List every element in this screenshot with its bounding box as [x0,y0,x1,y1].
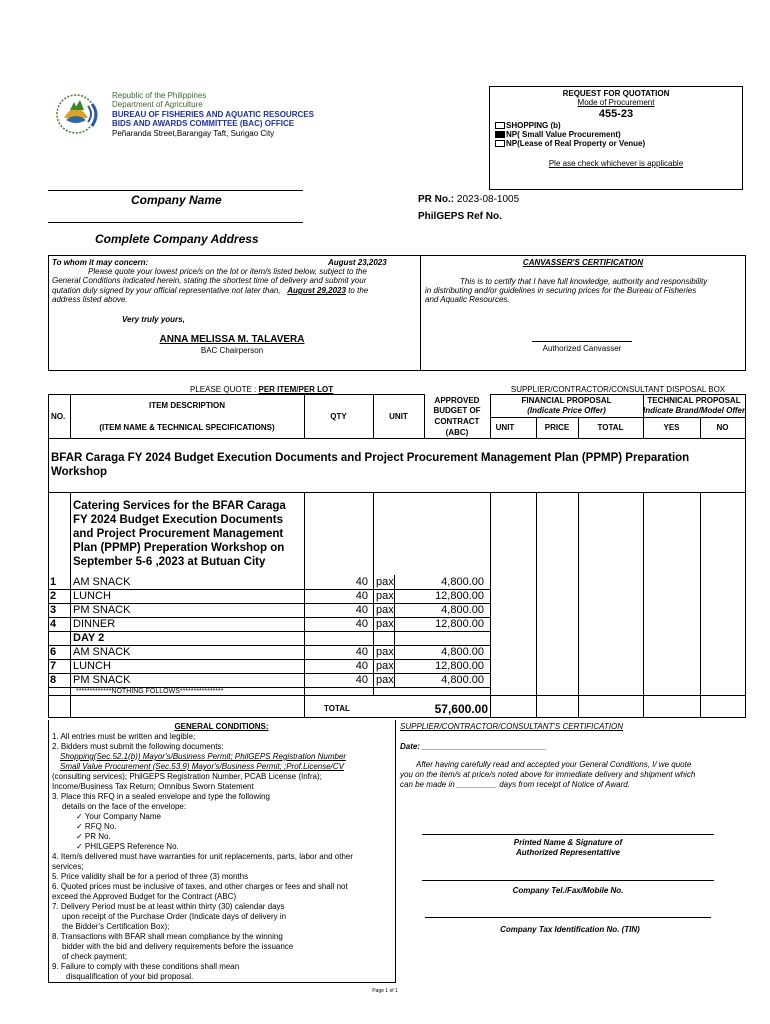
table-rule [48,438,746,439]
item-qty: 40 [355,604,368,616]
condition-line: Small Value Procurement (Sec.53.9) Mayor's/Business Permit; ;Prof.License/CV [60,762,345,771]
pr-number [418,194,519,205]
letter-signatory-title: BAC Chairperson [200,346,264,355]
table-row [0,618,770,631]
table-rule [48,695,746,696]
condition-line: 2. Bidders must submit the following documents: [52,742,224,751]
company-name-line [48,190,303,191]
sig-company-tel: Company Tel./Fax/Mobile No. [512,886,624,895]
total-value: 57,600.00 [434,702,488,716]
col-abc-3: CONTRACT [434,417,480,426]
condition-line: services; [52,862,84,871]
letter-line3b: to the [348,286,369,295]
project-title-line2: Workshop [51,466,108,478]
header-department: Department of Agriculture [112,100,203,109]
item-name: AM SNACK [73,646,131,658]
item-qty: 40 [355,646,368,658]
item-no: 7 [50,660,57,672]
condition-line: Income/Business Tax Return; Omnibus Sworn Statement [52,782,254,791]
condition-line: 8. Transactions with BFAR shall mean compliance by the winning [52,932,283,941]
rfq-option-lease[interactable] [495,139,645,149]
table-rule [490,394,746,395]
pr-value: 2023-08-1005 [456,194,520,205]
condition-line: (consulting services); PhilGEPS Registration Number, PCAB License (Infra); [52,772,322,781]
letter-signatory: ANNA MELISSA M. TALAVERA [159,334,305,345]
item-unit: pax [376,590,394,602]
condition-line: Shopping(Sec.52.1(b)) Mayor's/Business Permit; PhilGEPS Registration Number [60,752,347,761]
item-qty: 40 [355,590,368,602]
condition-line: 6. Quoted prices must be inclusive of taxes, and other charges or fees and shall not [52,882,348,891]
item-qty: 40 [355,576,368,588]
condition-line: of check payment; [62,952,127,961]
item-qty: 40 [355,618,368,630]
table-rule [48,717,746,718]
canvasser-signature-line [532,341,632,342]
rfq-option-label: SHOPPING (b) [506,121,561,130]
letter-deadline: August 29,2023 [287,286,346,295]
pr-label: PR No.: [418,194,455,205]
item-abc: 4,800.00 [441,646,484,658]
page-number: Page 1 of 1 [372,988,398,994]
condition-line: 3. Place this RFQ in a sealed envelope and type the following [52,792,270,801]
condition-line: disqualification of your bid proposal. [66,972,194,981]
item-unit: pax [376,618,394,630]
sig-printed-name: Printed Name & Signature of [513,838,623,847]
company-name-label: Company Name [131,193,222,207]
header-address: Peñaranda Street,Barangay Taft, Surigao City [112,129,275,138]
rfq-note: Ple ase check whichever is applicable [548,159,684,168]
supplier-cert-title: SUPPLIER/CONTRACTOR/CONSULTANT'S CERTIFICATION [400,722,624,731]
col-fin-price: PRICE [544,423,570,432]
per-item-label: PER ITEM/PER LOT [258,385,334,394]
signature-line [422,834,714,835]
condition-line: bidder with the bid and delivery requirements before the issuance [62,942,294,951]
catering-line4: Plan (PPMP) Preperation Workshop on [73,542,285,554]
rfq-number: 455-23 [598,108,634,120]
condition-line: ✓ Your Company Name [76,812,161,821]
catering-line3: and Project Procurement Management [73,528,284,540]
item-abc: 12,800.00 [435,590,484,602]
letter-line1: Please quote your lowest price/s on the lot or item/s listed below, subject to the [88,267,367,276]
header-bac: BIDS AND AWARDS COMMITTEE (BAC) OFFICE [112,119,295,128]
item-unit: pax [376,674,394,686]
item-name: LUNCH [73,590,111,602]
item-name: DAY 2 [73,632,105,644]
conditions-divider [395,720,396,982]
col-item-sub: (ITEM NAME & TECHNICAL SPECIFICATIONS) [99,423,275,432]
letter-line3a: qutation duly signed by your official representative not later than, [52,286,281,295]
item-name: DINNER [73,618,116,630]
col-fin-unit: UNIT [495,423,515,432]
condition-line: the Bidder's Certification Box); [62,922,170,931]
letter-salutation: To whom it may concern: [52,258,149,267]
item-no: 4 [50,618,57,630]
please-quote-label: PLEASE QUOTE : [190,385,257,394]
condition-line: upon receipt of the Purchase Order (Indicate days of delivery in [62,912,287,921]
item-no: 1 [50,576,57,588]
conditions-left-border [48,720,49,982]
supplier-cert-line2: you on the item/s at price/s noted above for immediate delivery and shipment which [400,770,696,779]
table-row [0,660,770,673]
supplier-cert-line3: can be made in _________ days from receipt of Notice of Award. [400,780,630,789]
condition-line: details on the face of the envelope: [62,802,187,811]
item-name: LUNCH [73,660,111,672]
canvasser-line1: This is to certify that I have full knowledge, authority and responsibility [460,277,708,286]
col-abc-1: APPROVED [434,396,480,405]
conditions-bottom-border [48,982,396,983]
conditions-title: GENERAL CONDITIONS: [174,722,269,731]
rfq-option-label: NP( Small Value Procurement) [506,130,621,139]
table-row [0,674,770,687]
table-row [0,604,770,617]
catering-line5: September 5-6 ,2023 at Butuan City [73,556,266,568]
checkbox-icon [495,122,505,129]
item-unit: pax [376,646,394,658]
item-unit: pax [376,604,394,616]
item-qty: 40 [355,660,368,672]
col-unit: UNIT [389,412,408,421]
company-address-label: Complete Company Address [95,232,259,246]
canvasser-line2: in distributing and/or guidelines in securing prices for the Bureau of Fisheries [425,286,697,295]
catering-line2: FY 2024 Budget Execution Documents [73,514,284,526]
table-row [0,632,770,645]
table-row [0,576,770,589]
rfq-title: REQUEST FOR QUOTATION [562,89,670,98]
item-no: 8 [50,674,57,686]
item-abc: 12,800.00 [435,618,484,630]
table-rule [48,394,424,395]
letter-closing: Very truly yours, [122,315,185,324]
supplier-cert-date [400,742,547,752]
col-item-description: ITEM DESCRIPTION [148,401,225,410]
col-abc-4: (ABC) [445,428,469,437]
col-fin-total: TOTAL [597,423,624,432]
checkbox-checked-icon [495,131,505,138]
col-qty: QTY [330,412,347,421]
canvasser-line3: and Aquatic Resources. [425,295,510,304]
sig-authorized-rep: Authorized Representattive [515,848,621,857]
date-blank: ____________________________ [422,742,547,751]
nothing-follows: *************NOTHING FOLLOWS**************** [76,688,224,695]
technical-proposal-title: TECHNICAL PROPOSAL [647,396,741,405]
financial-proposal-sub: (Indicate Price Offer) [527,406,606,415]
item-no: 6 [50,646,57,658]
supplier-disposal-box-label: SUPPLIER/CONTRACTOR/CONSULTANT DISPOSAL BOX [510,385,726,394]
condition-line: exceed the Approved Budget for the Contract (ABC) [52,892,237,901]
item-name: PM SNACK [73,674,131,686]
project-title-line1: BFAR Caraga FY 2024 Budget Execution Documents and Project Procurement Management Plan (PPMP) Preparation [51,452,690,464]
condition-line: 5. Price validity shall be for a period of three (3) months [52,872,249,881]
letter-line4: address listed above. [52,295,128,304]
header-bureau: BUREAU OF FISHERIES AND AQUATIC RESOURCES [112,110,314,119]
item-no: 3 [50,604,57,616]
header-republic: Republic of the Philippines [112,91,207,100]
item-name: PM SNACK [73,604,131,616]
letter-divider [420,255,421,371]
sig-company-tin: Company Tax Identification No. (TIN) [500,925,640,934]
rfq-option-label: NP(Lease of Real Property or Venue) [506,139,646,148]
signature-line [425,917,711,918]
conditions-list [52,732,394,982]
table-row [0,646,770,659]
philgeps-ref: PhilGEPS Ref No. [418,211,502,222]
rfq-mode-label: Mode of Procurement [577,98,655,107]
condition-line: 7. Delivery Period must be at least within thirty (30) calendar days [52,902,285,911]
condition-line: ✓ RFQ No. [76,822,117,831]
letter-date: August 23,2023 [328,258,387,267]
col-tech-no: NO [716,423,729,432]
signature-line [422,880,714,881]
condition-line: 9. Failure to comply with these conditions shall mean [52,962,240,971]
item-unit: pax [376,576,394,588]
col-abc-2: BUDGET OF [433,406,481,415]
supplier-cert-line1: After having carefully read and accepted your General Conditions, I/ we quote [416,760,692,769]
item-abc: 4,800.00 [441,674,484,686]
catering-line1: Catering Services for the BFAR Caraga [73,500,286,512]
item-qty: 40 [355,674,368,686]
col-no: NO. [51,412,66,421]
table-rule [490,417,746,418]
condition-line: 4. Item/s delivered must have warranties for unit replacements, parts, labor and other [52,852,354,861]
item-no: 2 [50,590,57,602]
technical-proposal-sub: Indicate Brand/Model Offer [643,406,745,415]
total-label: TOTAL [324,704,350,713]
table-row [0,590,770,603]
item-abc: 12,800.00 [435,660,484,672]
date-label: Date: [400,742,421,751]
checkbox-icon [495,140,505,147]
condition-line: ✓ PHILGEPS Reference No. [76,842,179,851]
company-address-line [48,222,303,223]
col-tech-yes: YES [663,423,680,432]
item-unit: pax [376,660,394,672]
table-rule [48,492,746,493]
canvasser-signature-label: Authorized Canvasser [542,344,622,353]
condition-line: 1. All entries must be written and legible; [52,732,196,741]
canvasser-title: CANVASSER'S CERTIFICATION [522,258,644,267]
item-abc: 4,800.00 [441,604,484,616]
condition-line: ✓ PR No. [76,832,111,841]
bfar-logo [54,92,102,136]
item-name: AM SNACK [73,576,131,588]
financial-proposal-title: FINANCIAL PROPOSAL [521,396,612,405]
item-abc: 4,800.00 [441,576,484,588]
letter-line2: General Conditions indicated herein, stating the shortest time of delivery and submit your [52,276,367,285]
